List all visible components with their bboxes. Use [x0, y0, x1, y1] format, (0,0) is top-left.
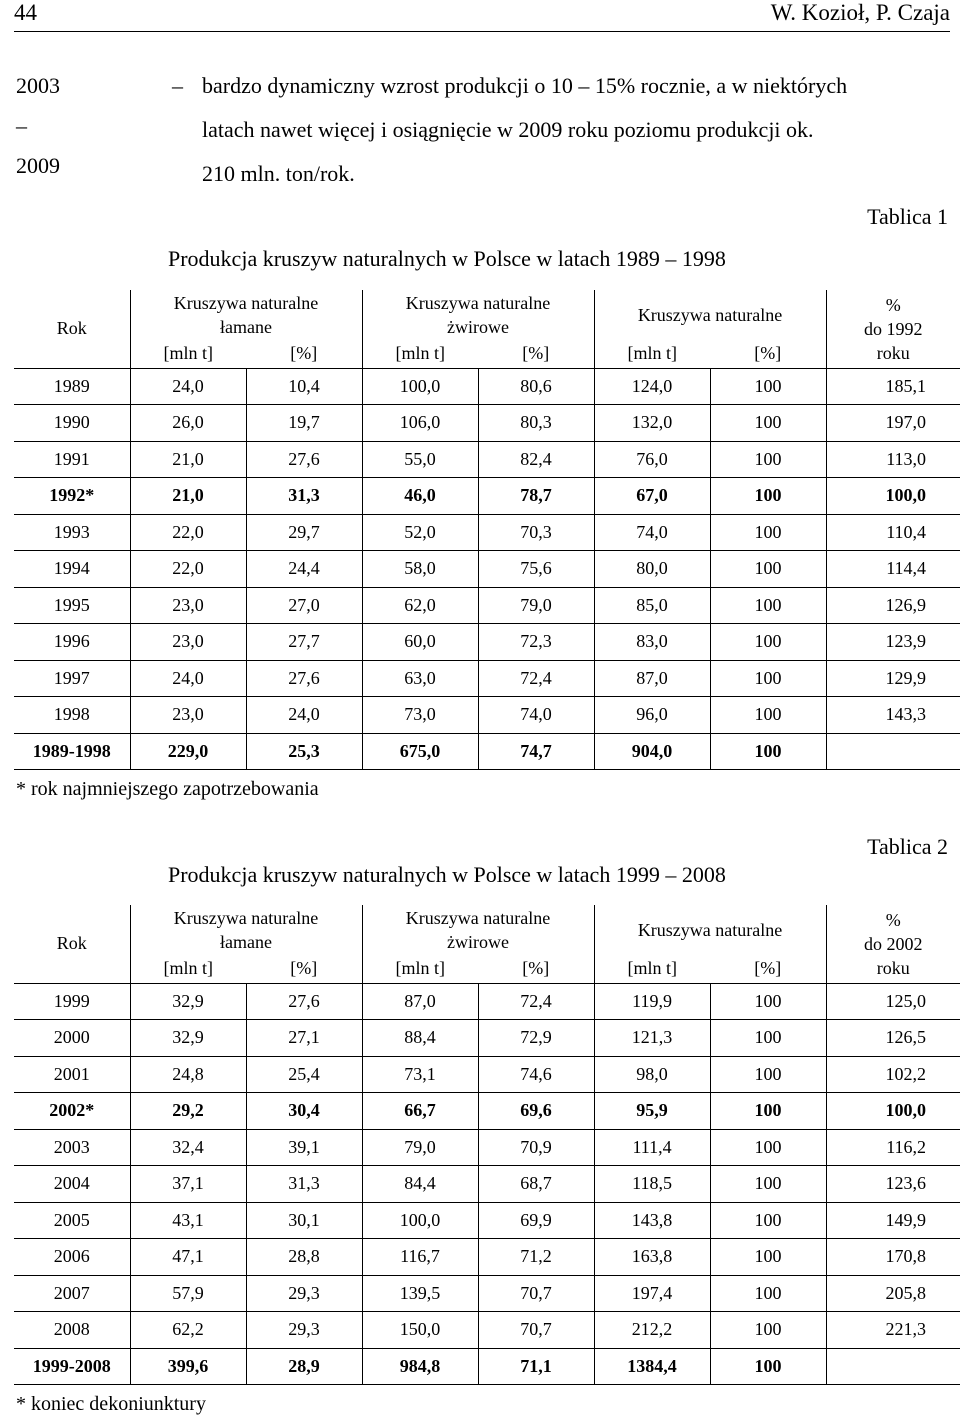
table-cell: 24,4 — [246, 551, 362, 588]
table-cell: 100 — [710, 983, 826, 1020]
table-cell: 125,0 — [826, 983, 960, 1020]
table-cell: 88,4 — [362, 1020, 478, 1057]
table-cell-year: 2002* — [14, 1093, 130, 1130]
table-cell: 31,3 — [246, 1166, 362, 1203]
table-cell: 28,8 — [246, 1239, 362, 1276]
table-row — [14, 1202, 960, 1239]
table-cell: 100 — [710, 405, 826, 442]
table2-unit-1: [mln t] — [130, 955, 246, 983]
table-cell: 70,7 — [478, 1275, 594, 1312]
table-cell: 100 — [710, 624, 826, 661]
table-row — [14, 1093, 960, 1130]
table-cell: 100 — [710, 660, 826, 697]
table-cell: 100 — [710, 1275, 826, 1312]
table-cell: 22,0 — [130, 551, 246, 588]
table2-unit-6: [%] — [710, 955, 826, 983]
table2-unit-5: [mln t] — [594, 955, 710, 983]
table-cell: 80,3 — [478, 405, 594, 442]
table-cell: 62,0 — [362, 587, 478, 624]
table1-label: Tablica 1 — [867, 204, 948, 229]
table-cell: 68,7 — [478, 1166, 594, 1203]
table-cell: 85,0 — [594, 587, 710, 624]
table-cell: 66,7 — [362, 1093, 478, 1130]
table-cell-year: 1999 — [14, 983, 130, 1020]
table1 — [14, 290, 960, 770]
table-row — [14, 587, 960, 624]
table-cell: 116,2 — [826, 1129, 960, 1166]
table-cell: 24,0 — [130, 660, 246, 697]
table2-header-percent: % do 2002 roku — [826, 905, 960, 983]
table-cell: 95,9 — [594, 1093, 710, 1130]
table-row — [14, 1239, 960, 1276]
table-cell: 74,0 — [594, 514, 710, 551]
table2-unit-4: [%] — [522, 958, 550, 979]
table-cell: 121,3 — [594, 1020, 710, 1057]
table-cell: 149,9 — [826, 1202, 960, 1239]
table-cell: 32,9 — [130, 983, 246, 1020]
table-cell: 675,0 — [362, 733, 478, 770]
table-cell: 96,0 — [594, 697, 710, 734]
table1-header-rok: Rok — [14, 290, 130, 368]
table-cell: 30,1 — [246, 1202, 362, 1239]
table-cell: 22,0 — [130, 514, 246, 551]
table-row — [14, 697, 960, 734]
table-cell: 37,1 — [130, 1166, 246, 1203]
table-cell: 111,4 — [594, 1129, 710, 1166]
table1-unit-4: [%] — [522, 343, 550, 364]
table-cell: 163,8 — [594, 1239, 710, 1276]
period-years: 2003 – 2009 — [16, 73, 60, 178]
table-cell: 100,0 — [362, 368, 478, 405]
table-cell: 43,1 — [130, 1202, 246, 1239]
table-cell: 39,1 — [246, 1129, 362, 1166]
table-cell: 100,0 — [826, 478, 960, 515]
table-cell: 23,0 — [130, 587, 246, 624]
table-cell: 100 — [710, 441, 826, 478]
table-cell: 23,0 — [130, 697, 246, 734]
table-cell: 80,0 — [594, 551, 710, 588]
paragraph-line-3: 210 mln. ton/rok. — [202, 161, 355, 186]
table-cell: 123,6 — [826, 1166, 960, 1203]
table-cell: 31,3 — [246, 478, 362, 515]
table-cell: 229,0 — [130, 733, 246, 770]
table-row — [14, 405, 960, 442]
table-cell: 100,0 — [826, 1093, 960, 1130]
table-cell: 100 — [710, 368, 826, 405]
table1-header-group1: Kruszywa naturalne łamane — [130, 290, 362, 340]
table-cell: 129,9 — [826, 660, 960, 697]
table-cell: 106,0 — [362, 405, 478, 442]
table1-unit-1: [mln t] — [130, 340, 246, 368]
table-cell: 100 — [710, 1129, 826, 1166]
table-cell-year: 2008 — [14, 1312, 130, 1349]
table-cell: 124,0 — [594, 368, 710, 405]
table-cell: 27,6 — [246, 441, 362, 478]
table-cell: 76,0 — [594, 441, 710, 478]
table-cell: 100 — [710, 1093, 826, 1130]
table-cell-year: 1995 — [14, 587, 130, 624]
table-cell: 27,6 — [246, 660, 362, 697]
table2-header-group3: Kruszywa naturalne — [594, 905, 826, 955]
table1-header-group2: Kruszywa naturalne żwirowe — [362, 290, 594, 340]
table-cell: 25,4 — [246, 1056, 362, 1093]
table-cell: 70,9 — [478, 1129, 594, 1166]
table-cell-year: 1990 — [14, 405, 130, 442]
table-cell: 23,0 — [130, 624, 246, 661]
table2-unit-2: [%] — [290, 958, 318, 979]
paragraph-line-1: bardzo dynamiczny wzrost produkcji o 10 – 15% rocznie, a w niektórych — [202, 73, 848, 98]
table-cell: 221,3 — [826, 1312, 960, 1349]
table-cell: 55,0 — [362, 441, 478, 478]
table-cell: 78,7 — [478, 478, 594, 515]
table-cell: 113,0 — [826, 441, 960, 478]
table-cell: 73,0 — [362, 697, 478, 734]
table-cell: 73,1 — [362, 1056, 478, 1093]
table1-unit-6: [%] — [710, 340, 826, 368]
table-cell: 100 — [710, 1056, 826, 1093]
table-cell: 143,8 — [594, 1202, 710, 1239]
table-cell: 185,1 — [826, 368, 960, 405]
table-row — [14, 514, 960, 551]
table-cell: 29,2 — [130, 1093, 246, 1130]
table-cell: 100 — [710, 1312, 826, 1349]
table2-title: Produkcja kruszyw naturalnych w Polsce w latach 1999 – 2008 — [168, 862, 726, 887]
table-cell: 26,0 — [130, 405, 246, 442]
table-cell: 1384,4 — [594, 1348, 710, 1385]
table-cell: 79,0 — [362, 1129, 478, 1166]
table-row — [14, 1312, 960, 1349]
table2-header-group1: Kruszywa naturalne łamane — [130, 905, 362, 955]
table-row — [14, 478, 960, 515]
table-cell: 212,2 — [594, 1312, 710, 1349]
running-authors: W. Kozioł, P. Czaja — [770, 0, 950, 25]
table-cell: 70,7 — [478, 1312, 594, 1349]
table-cell: 100 — [710, 514, 826, 551]
table-cell: 114,4 — [826, 551, 960, 588]
table-cell: 62,2 — [130, 1312, 246, 1349]
table-cell: 27,7 — [246, 624, 362, 661]
table-cell: 904,0 — [594, 733, 710, 770]
table-cell: 70,3 — [478, 514, 594, 551]
running-header — [14, 0, 950, 31]
table-cell: 87,0 — [362, 983, 478, 1020]
table-cell: 24,8 — [130, 1056, 246, 1093]
table-cell: 21,0 — [130, 478, 246, 515]
table2-label: Tablica 2 — [867, 834, 948, 859]
table1-note: * rok najmniejszego zapotrzebowania — [16, 778, 319, 800]
table-cell: 126,9 — [826, 587, 960, 624]
table-cell: 84,4 — [362, 1166, 478, 1203]
table-row — [14, 1129, 960, 1166]
table-cell: 75,6 — [478, 551, 594, 588]
table-cell: 119,9 — [594, 983, 710, 1020]
table-cell: 100,0 — [362, 1202, 478, 1239]
table-cell: 46,0 — [362, 478, 478, 515]
table-cell: 100 — [710, 1239, 826, 1276]
table-cell: 123,9 — [826, 624, 960, 661]
table-cell-empty — [826, 733, 960, 770]
table-cell: 69,9 — [478, 1202, 594, 1239]
table-cell: 100 — [710, 1020, 826, 1057]
table-cell: 29,7 — [246, 514, 362, 551]
table-row — [14, 624, 960, 661]
table-cell: 29,3 — [246, 1275, 362, 1312]
table1-header-group3: Kruszywa naturalne — [594, 290, 826, 340]
table-cell: 98,0 — [594, 1056, 710, 1093]
table-cell: 100 — [710, 1202, 826, 1239]
table-cell: 74,6 — [478, 1056, 594, 1093]
table-cell: 87,0 — [594, 660, 710, 697]
table-cell: 984,8 — [362, 1348, 478, 1385]
table-cell: 197,0 — [826, 405, 960, 442]
table1-unit-5: [mln t] — [594, 340, 710, 368]
table-cell: 47,1 — [130, 1239, 246, 1276]
table-cell: 100 — [710, 1166, 826, 1203]
table-cell: 57,9 — [130, 1275, 246, 1312]
table-cell: 100 — [710, 478, 826, 515]
table-cell: 21,0 — [130, 441, 246, 478]
table-cell: 32,9 — [130, 1020, 246, 1057]
table-cell: 132,0 — [594, 405, 710, 442]
table-cell: 58,0 — [362, 551, 478, 588]
table-cell: 100 — [710, 697, 826, 734]
table-cell: 74,0 — [478, 697, 594, 734]
table2-header-group2: Kruszywa naturalne żwirowe — [362, 905, 594, 955]
table-row — [14, 660, 960, 697]
table-cell: 197,4 — [594, 1275, 710, 1312]
table-cell-year: 2000 — [14, 1020, 130, 1057]
table-cell-year: 2004 — [14, 1166, 130, 1203]
table-cell: 72,9 — [478, 1020, 594, 1057]
table-row — [14, 1020, 960, 1057]
table-cell: 72,3 — [478, 624, 594, 661]
table-cell-year: 2006 — [14, 1239, 130, 1276]
table2-note: * koniec dekoniunktury — [16, 1393, 206, 1415]
period-dash: – — [172, 73, 183, 98]
table-cell: 72,4 — [478, 660, 594, 697]
table-cell: 100 — [710, 587, 826, 624]
table-cell: 10,4 — [246, 368, 362, 405]
table-cell: 30,4 — [246, 1093, 362, 1130]
table-cell-year: 1996 — [14, 624, 130, 661]
table-cell: 170,8 — [826, 1239, 960, 1276]
table-cell-year: 1991 — [14, 441, 130, 478]
table-row — [14, 551, 960, 588]
table1-title: Produkcja kruszyw naturalnych w Polsce w latach 1989 – 1998 — [168, 246, 726, 271]
table-cell: 143,3 — [826, 697, 960, 734]
table-cell: 24,0 — [130, 368, 246, 405]
table-cell: 118,5 — [594, 1166, 710, 1203]
table-cell-year: 1998 — [14, 697, 130, 734]
table-cell: 74,7 — [478, 733, 594, 770]
table-cell: 399,6 — [130, 1348, 246, 1385]
table-cell-year: 1989 — [14, 368, 130, 405]
table-row — [14, 441, 960, 478]
table-row — [14, 368, 960, 405]
table-cell: 139,5 — [362, 1275, 478, 1312]
table2 — [14, 905, 960, 1385]
table2-total-row — [14, 1348, 960, 1385]
paragraph-line-2: latach nawet więcej i osiągnięcie w 2009 roku poziomu produkcji ok. — [202, 117, 814, 142]
table-cell: 67,0 — [594, 478, 710, 515]
page-number: 44 — [14, 0, 37, 25]
table-cell: 60,0 — [362, 624, 478, 661]
table-cell: 71,1 — [478, 1348, 594, 1385]
table-cell: 79,0 — [478, 587, 594, 624]
table-cell: 80,6 — [478, 368, 594, 405]
table-cell: 25,3 — [246, 733, 362, 770]
table-cell: 102,2 — [826, 1056, 960, 1093]
header-rule — [14, 31, 950, 32]
table-cell-empty — [826, 1348, 960, 1385]
table2-header-rok: Rok — [14, 905, 130, 983]
table-cell: 29,3 — [246, 1312, 362, 1349]
table-cell-year: 2007 — [14, 1275, 130, 1312]
table-row — [14, 1275, 960, 1312]
table-cell: 100 — [710, 1348, 826, 1385]
table-cell: 28,9 — [246, 1348, 362, 1385]
table-cell: 52,0 — [362, 514, 478, 551]
table2-total-label: 1999-2008 — [14, 1348, 130, 1385]
table-cell: 72,4 — [478, 983, 594, 1020]
table-cell: 27,6 — [246, 983, 362, 1020]
table-cell-year: 2003 — [14, 1129, 130, 1166]
table1-header-percent: % do 1992 roku — [826, 290, 960, 368]
table-cell: 24,0 — [246, 697, 362, 734]
table-cell-year: 2005 — [14, 1202, 130, 1239]
table-cell: 19,7 — [246, 405, 362, 442]
table-cell: 205,8 — [826, 1275, 960, 1312]
table-cell: 126,5 — [826, 1020, 960, 1057]
table-cell-year: 1997 — [14, 660, 130, 697]
table-cell: 116,7 — [362, 1239, 478, 1276]
table-cell: 69,6 — [478, 1093, 594, 1130]
table1-total-row — [14, 733, 960, 770]
table-cell: 83,0 — [594, 624, 710, 661]
table-cell-year: 2001 — [14, 1056, 130, 1093]
table1-unit-3: [mln t] — [362, 340, 478, 368]
table-cell: 63,0 — [362, 660, 478, 697]
table-cell: 71,2 — [478, 1239, 594, 1276]
table-cell-year: 1994 — [14, 551, 130, 588]
table-cell: 100 — [710, 733, 826, 770]
table-row — [14, 1056, 960, 1093]
table2-unit-3: [mln t] — [362, 955, 478, 983]
table-cell: 100 — [710, 551, 826, 588]
table-cell: 110,4 — [826, 514, 960, 551]
table-cell: 27,0 — [246, 587, 362, 624]
table-cell-year: 1993 — [14, 514, 130, 551]
table-cell: 150,0 — [362, 1312, 478, 1349]
table-cell: 82,4 — [478, 441, 594, 478]
table-row — [14, 983, 960, 1020]
table1-unit-2: [%] — [290, 343, 318, 364]
table-cell: 27,1 — [246, 1020, 362, 1057]
table1-total-label: 1989-1998 — [14, 733, 130, 770]
table-row — [14, 1166, 960, 1203]
table-cell-year: 1992* — [14, 478, 130, 515]
table-cell: 32,4 — [130, 1129, 246, 1166]
